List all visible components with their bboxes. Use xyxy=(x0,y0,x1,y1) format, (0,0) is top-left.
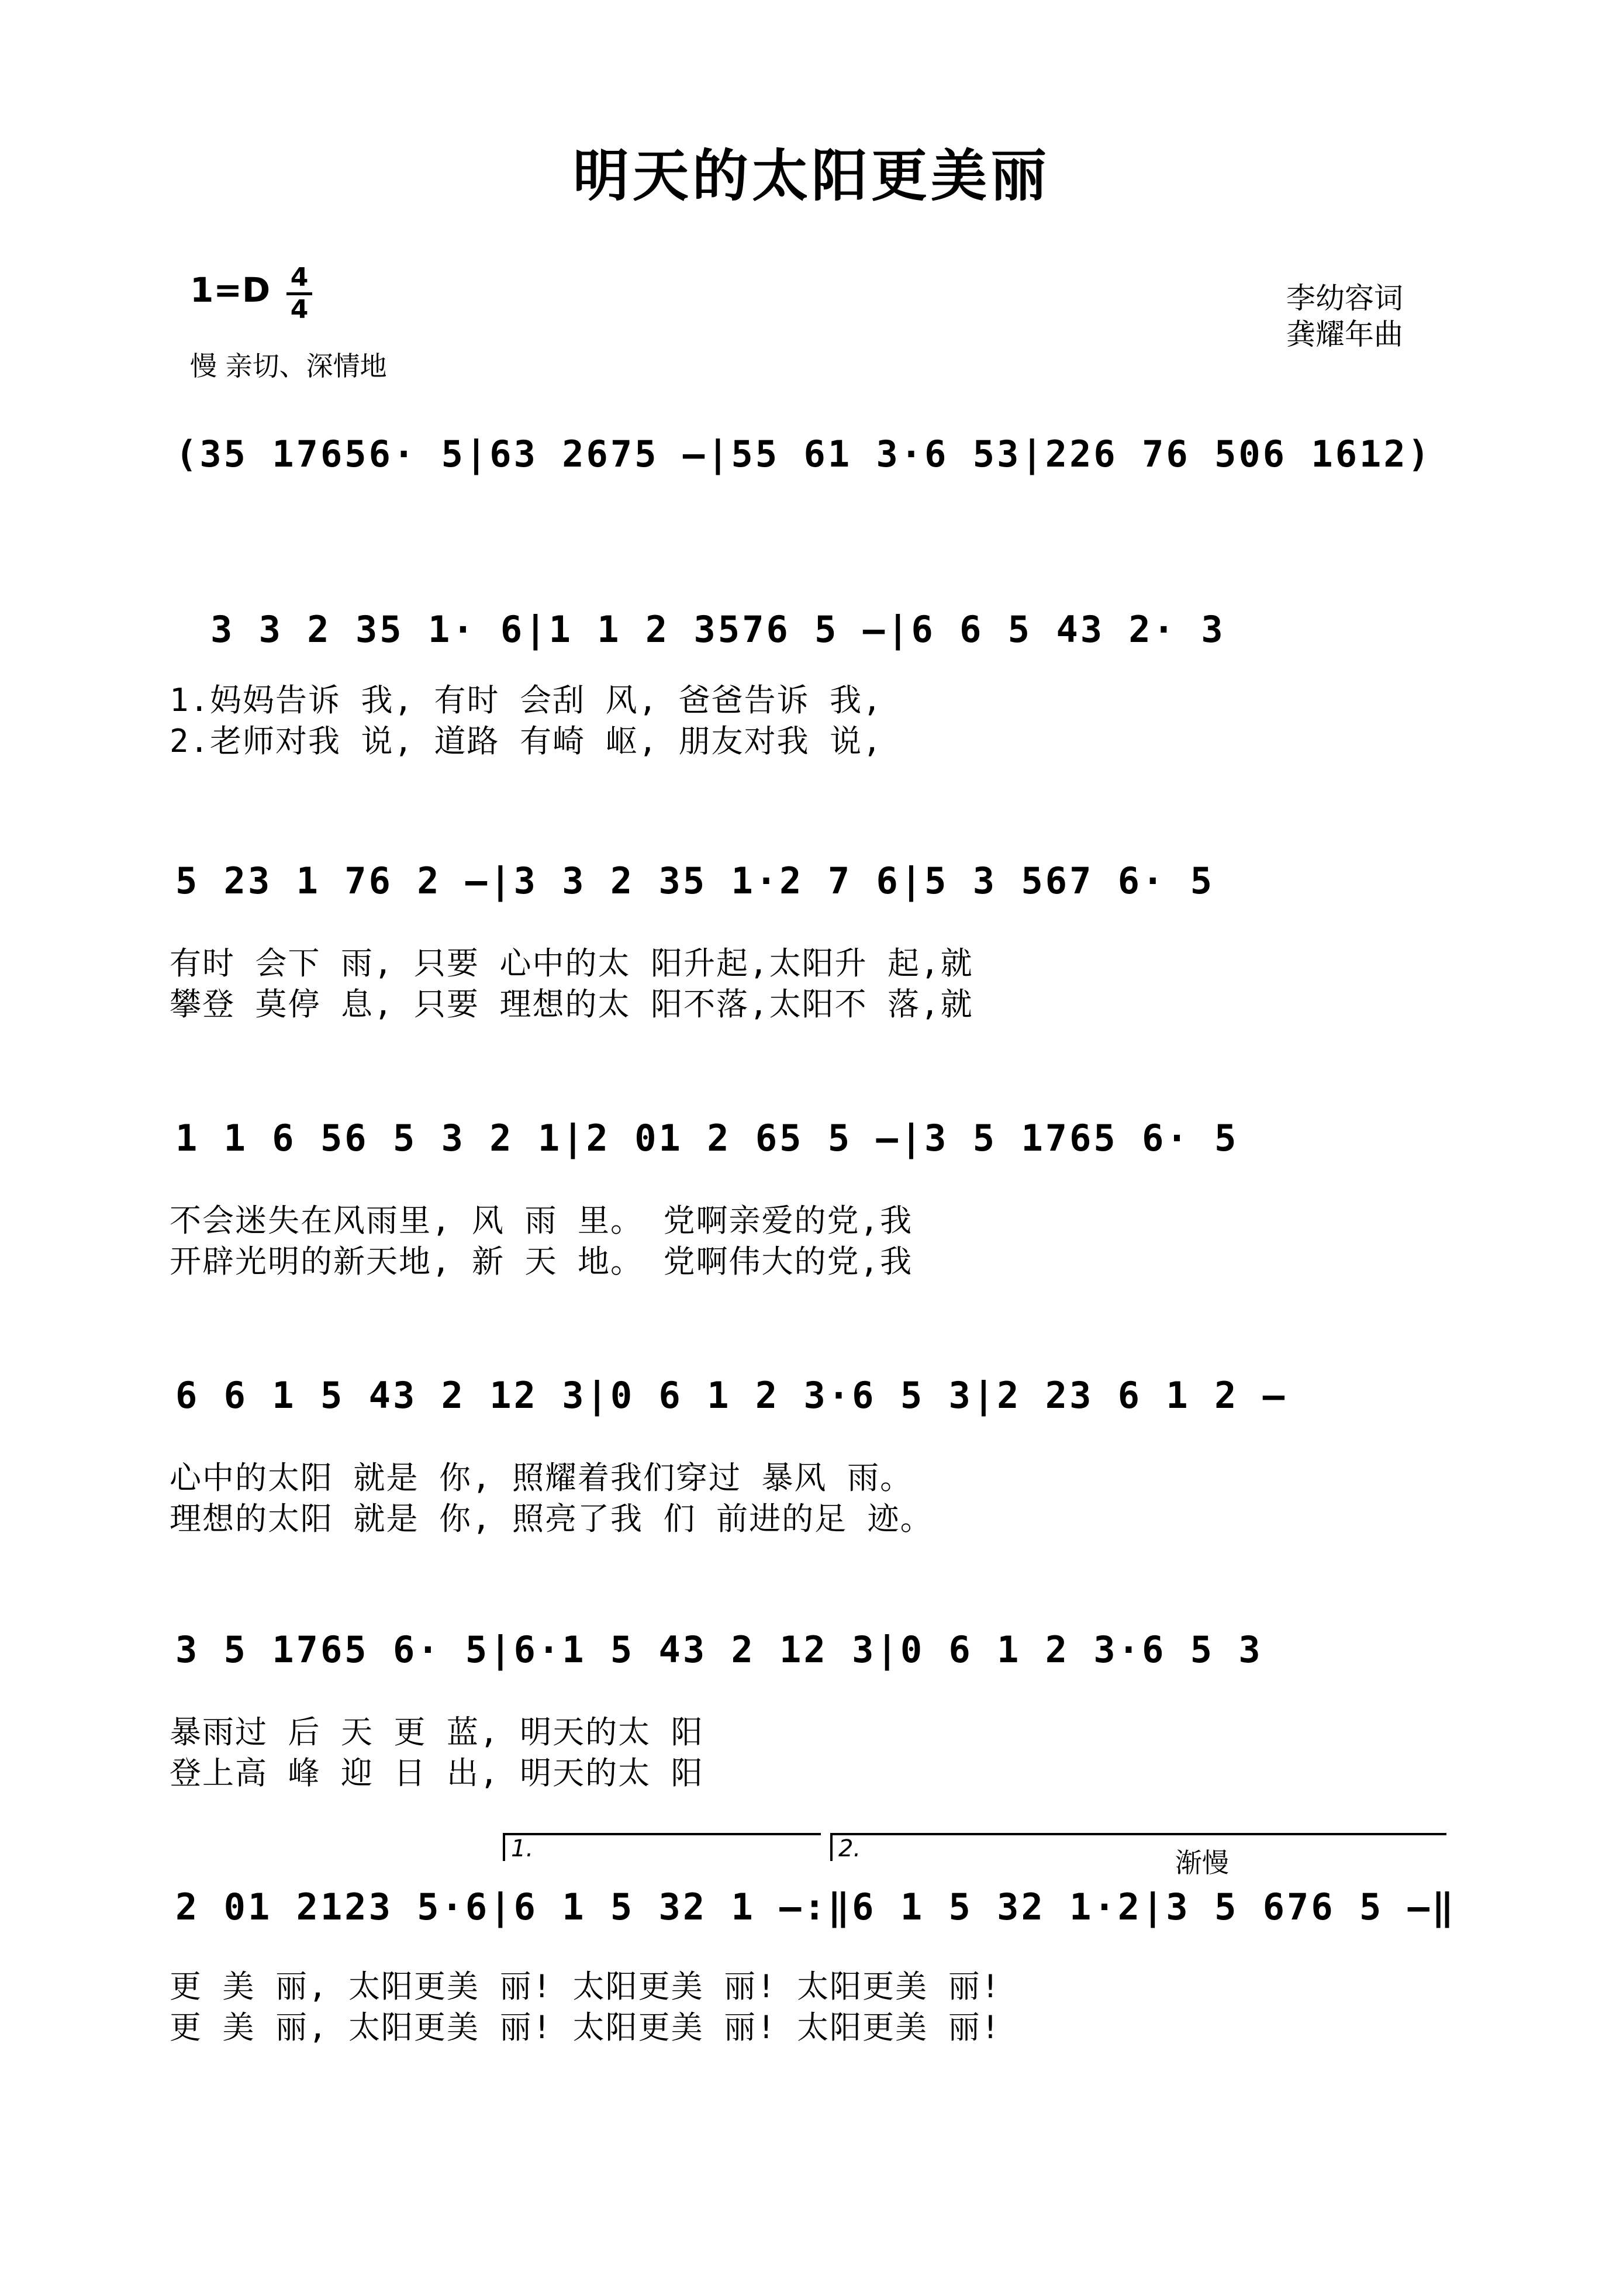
lyrics-verse-2: 更 美 丽, 太阳更美 丽! 太阳更美 丽! 太阳更美 丽! xyxy=(170,2009,1002,2046)
meter-bottom: 4 xyxy=(290,295,309,324)
tempo-marking: 慢 亲切、深情地 xyxy=(190,350,387,382)
ritardando-marking: 渐慢 xyxy=(1175,1847,1229,1879)
notation-line: 2 01 2123 5·6|6 1 5 32 1 –:‖6 1 5 32 1·2|3 5 676 5 –‖ xyxy=(175,1886,1456,1928)
lyricist-credit: 李幼容词 xyxy=(1286,281,1403,315)
notation-line: 5 23 1 76 2 –|3 3 2 35 1·2 7 6|5 3 567 6· 5 xyxy=(175,859,1215,902)
page-title: 明天的太阳更美丽 xyxy=(573,143,1050,209)
lyrics-verse-2: 攀登 莫停 息, 只要 理想的太 阳不落,太阳不 落,就 xyxy=(170,986,973,1023)
lyrics-verse-1: 暴雨过 后 天 更 蓝, 明天的太 阳 xyxy=(170,1714,704,1751)
volta-2-label: 2. xyxy=(838,1835,861,1862)
meter-top: 4 xyxy=(290,263,309,292)
lyrics-verse-2: 2.老师对我 说, 道路 有崎 岖, 朋友对我 说, xyxy=(170,723,883,759)
notation-line: 3 3 2 35 1· 6|1 1 2 3576 5 –|6 6 5 43 2· 3 xyxy=(210,608,1225,651)
notation-line: 6 6 1 5 43 2 12 3|0 6 1 2 3·6 5 3|2 23 6 1 2 – xyxy=(175,1374,1287,1417)
lyrics-verse-2: 理想的太阳 就是 你, 照亮了我 们 前进的足 迹。 xyxy=(170,1500,933,1537)
lyrics-verse-1: 心中的太阳 就是 你, 照耀着我们穿过 暴风 雨。 xyxy=(170,1459,913,1496)
key-signature: 1=D xyxy=(190,270,271,310)
lyrics-verse-1: 有时 会下 雨, 只要 心中的太 阳升起,太阳升 起,就 xyxy=(170,945,973,982)
volta-2-bracket xyxy=(830,1833,1446,1861)
notation-line: 1 1 6 56 5 3 2 1|2 01 2 65 5 –|3 5 1765 6· 5 xyxy=(175,1117,1239,1159)
notation-line: (35 17656· 5|63 2675 –|55 61 3·6 53|226 76 506 1612) xyxy=(175,433,1432,475)
lyrics-verse-2: 开辟光明的新天地, 新 天 地。 党啊伟大的党,我 xyxy=(170,1243,913,1280)
volta-1-bracket xyxy=(503,1833,821,1861)
lyrics-verse-1: 1.妈妈告诉 我, 有时 会刮 风, 爸爸告诉 我, xyxy=(170,682,883,719)
lyrics-verse-1: 更 美 丽, 太阳更美 丽! 太阳更美 丽! 太阳更美 丽! xyxy=(170,1968,1002,2005)
notation-line: 3 5 1765 6· 5|6·1 5 43 2 12 3|0 6 1 2 3·6 5 3 xyxy=(175,1628,1263,1671)
volta-1-label: 1. xyxy=(511,1835,534,1862)
lyrics-verse-2: 登上高 峰 迎 日 出, 明天的太 阳 xyxy=(170,1755,704,1791)
time-signature xyxy=(286,264,312,323)
composer-credit: 龚耀年曲 xyxy=(1286,317,1403,351)
lyrics-verse-1: 不会迷失在风雨里, 风 雨 里。 党啊亲爱的党,我 xyxy=(170,1202,913,1239)
